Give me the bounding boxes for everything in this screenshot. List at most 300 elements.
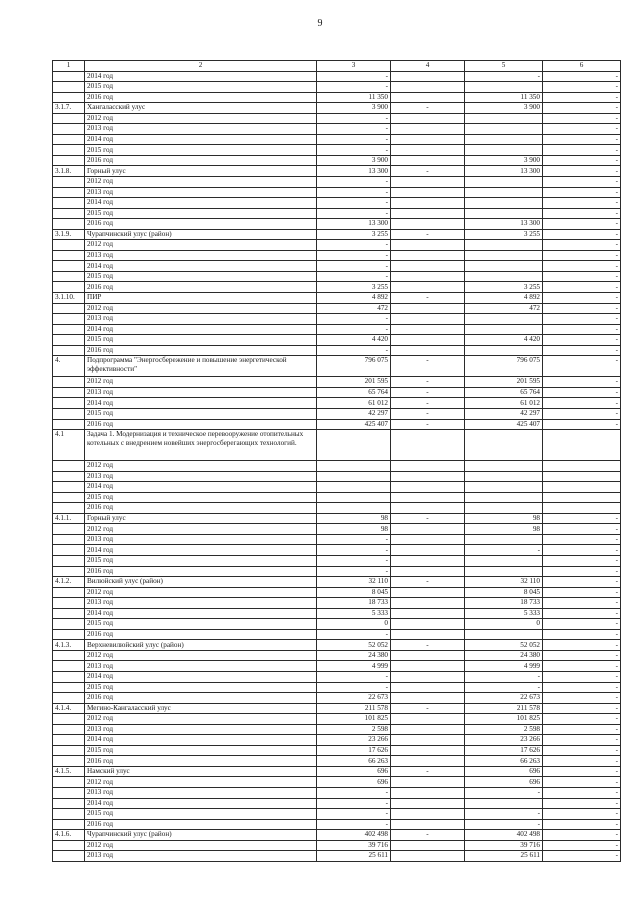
- row-year-cell: 2012 год: [85, 461, 317, 472]
- row-col5-cell: -: [465, 788, 543, 799]
- row-col3-cell: -: [317, 250, 391, 261]
- row-code-cell: [53, 377, 85, 388]
- row-col4-cell: [391, 524, 465, 535]
- table-row: [53, 629, 621, 640]
- row-col3-cell: [317, 471, 391, 482]
- row-col5-cell: [465, 314, 543, 325]
- table-row: [53, 640, 621, 651]
- row-col6-cell: -: [543, 587, 621, 598]
- row-col3-cell: 425 407: [317, 419, 391, 430]
- row-col3-cell: [317, 503, 391, 514]
- row-col6-cell: -: [543, 830, 621, 841]
- row-col5-cell: 39 716: [465, 840, 543, 851]
- table-header-row: [53, 61, 621, 72]
- row-code-cell: [53, 650, 85, 661]
- row-col4-cell: [391, 650, 465, 661]
- row-col4-cell: -: [391, 577, 465, 588]
- row-code-cell: [53, 198, 85, 209]
- row-col4-cell: -: [391, 103, 465, 114]
- table-row: [53, 229, 621, 240]
- table-row: [53, 703, 621, 714]
- row-col4-cell: [391, 745, 465, 756]
- row-name-cell: Верхневилюйский улус (район): [85, 640, 317, 651]
- row-code-cell: [53, 788, 85, 799]
- row-col3-cell: 2 598: [317, 724, 391, 735]
- row-col5-cell: 4 420: [465, 335, 543, 346]
- row-code-cell: [53, 208, 85, 219]
- row-col5-cell: [465, 271, 543, 282]
- row-col5-cell: [465, 134, 543, 145]
- table-row: [53, 177, 621, 188]
- row-col5-cell: [465, 208, 543, 219]
- row-col4-cell: -: [391, 166, 465, 177]
- row-col3-cell: 211 578: [317, 703, 391, 714]
- table-row: [53, 324, 621, 335]
- row-year-cell: 2016 год: [85, 503, 317, 514]
- row-col3-cell: -: [317, 345, 391, 356]
- page-number: 9: [317, 18, 323, 29]
- table-row: [53, 155, 621, 166]
- row-col6-cell: -: [543, 377, 621, 388]
- row-col6-cell: -: [543, 103, 621, 114]
- row-col6-cell: -: [543, 219, 621, 230]
- table-row: [53, 471, 621, 482]
- row-code-cell: [53, 219, 85, 230]
- row-year-cell: 2016 год: [85, 419, 317, 430]
- row-col4-cell: -: [391, 387, 465, 398]
- row-col6-cell: -: [543, 250, 621, 261]
- row-name-cell: Горный улус: [85, 166, 317, 177]
- budget-table: [52, 60, 621, 862]
- row-code-cell: [53, 177, 85, 188]
- row-year-cell: 2014 год: [85, 482, 317, 493]
- row-col3-cell: -: [317, 545, 391, 556]
- table-row: [53, 819, 621, 830]
- row-col4-cell: [391, 187, 465, 198]
- row-col3-cell: -: [317, 113, 391, 124]
- row-col6-cell: -: [543, 145, 621, 156]
- row-col4-cell: [391, 693, 465, 704]
- table-row: [53, 187, 621, 198]
- row-col6-cell: [543, 461, 621, 472]
- row-year-cell: 2013 год: [85, 724, 317, 735]
- row-code-cell: [53, 398, 85, 409]
- row-col3-cell: 39 716: [317, 840, 391, 851]
- row-col3-cell: 23 266: [317, 735, 391, 746]
- row-code-cell: 3.1.8.: [53, 166, 85, 177]
- row-year-cell: 2012 год: [85, 650, 317, 661]
- row-col6-cell: -: [543, 745, 621, 756]
- row-col6-cell: -: [543, 819, 621, 830]
- row-code-cell: [53, 82, 85, 93]
- table-row: [53, 71, 621, 82]
- row-col6-cell: -: [543, 777, 621, 788]
- row-col6-cell: -: [543, 703, 621, 714]
- row-year-cell: 2014 год: [85, 71, 317, 82]
- row-col3-cell: 696: [317, 777, 391, 788]
- row-col4-cell: [391, 198, 465, 209]
- row-col5-cell: -: [465, 671, 543, 682]
- row-col3-cell: [317, 430, 391, 461]
- row-col4-cell: [391, 282, 465, 293]
- row-col5-cell: [465, 261, 543, 272]
- table-row: [53, 82, 621, 93]
- row-col4-cell: [391, 492, 465, 503]
- row-col3-cell: -: [317, 534, 391, 545]
- row-col6-cell: -: [543, 261, 621, 272]
- row-col4-cell: [391, 598, 465, 609]
- row-col3-cell: -: [317, 82, 391, 93]
- row-col5-cell: 425 407: [465, 419, 543, 430]
- row-col3-cell: 22 673: [317, 693, 391, 704]
- row-col3-cell: -: [317, 629, 391, 640]
- row-code-cell: [53, 745, 85, 756]
- row-year-cell: 2012 год: [85, 777, 317, 788]
- table-row: [53, 682, 621, 693]
- row-col5-cell: -: [465, 819, 543, 830]
- row-col5-cell: [465, 145, 543, 156]
- row-col6-cell: -: [543, 113, 621, 124]
- row-col4-cell: [391, 619, 465, 630]
- row-col3-cell: -: [317, 134, 391, 145]
- row-col5-cell: 4 999: [465, 661, 543, 672]
- row-col3-cell: -: [317, 788, 391, 799]
- table-row: [53, 798, 621, 809]
- row-col4-cell: [391, 503, 465, 514]
- row-col5-cell: 32 110: [465, 577, 543, 588]
- table-row: [53, 482, 621, 493]
- row-year-cell: 2013 год: [85, 661, 317, 672]
- row-col4-cell: [391, 335, 465, 346]
- row-col4-cell: [391, 303, 465, 314]
- row-col6-cell: -: [543, 756, 621, 767]
- row-code-cell: [53, 482, 85, 493]
- row-col3-cell: -: [317, 555, 391, 566]
- row-year-cell: 2013 год: [85, 534, 317, 545]
- row-code-cell: [53, 777, 85, 788]
- table-row: [53, 134, 621, 145]
- row-col3-cell: 4 892: [317, 293, 391, 304]
- row-col4-cell: [391, 271, 465, 282]
- row-code-cell: 4.1.4.: [53, 703, 85, 714]
- row-code-cell: [53, 756, 85, 767]
- row-col3-cell: 402 498: [317, 830, 391, 841]
- row-year-cell: 2016 год: [85, 566, 317, 577]
- row-year-cell: 2014 год: [85, 608, 317, 619]
- row-code-cell: [53, 534, 85, 545]
- row-col6-cell: -: [543, 187, 621, 198]
- row-col4-cell: -: [391, 293, 465, 304]
- table-row: [53, 198, 621, 209]
- row-col3-cell: 42 297: [317, 408, 391, 419]
- row-year-cell: 2016 год: [85, 756, 317, 767]
- row-code-cell: [53, 555, 85, 566]
- row-year-cell: 2015 год: [85, 335, 317, 346]
- row-code-cell: 4.1.1.: [53, 513, 85, 524]
- row-year-cell: 2013 год: [85, 250, 317, 261]
- row-year-cell: 2014 год: [85, 261, 317, 272]
- row-col6-cell: -: [543, 71, 621, 82]
- row-name-cell: Хангаласский улус: [85, 103, 317, 114]
- row-code-cell: [53, 240, 85, 251]
- table-row: [53, 788, 621, 799]
- row-code-cell: [53, 587, 85, 598]
- row-col6-cell: -: [543, 661, 621, 672]
- row-col5-cell: [465, 124, 543, 135]
- row-year-cell: 2012 год: [85, 377, 317, 388]
- row-col4-cell: [391, 566, 465, 577]
- row-col5-cell: 98: [465, 513, 543, 524]
- row-col3-cell: -: [317, 198, 391, 209]
- row-col3-cell: -: [317, 145, 391, 156]
- table-row: [53, 261, 621, 272]
- row-col3-cell: -: [317, 671, 391, 682]
- row-col4-cell: [391, 430, 465, 461]
- table-row: [53, 513, 621, 524]
- row-year-cell: 2015 год: [85, 492, 317, 503]
- row-col4-cell: -: [391, 703, 465, 714]
- row-col4-cell: [391, 134, 465, 145]
- table-row: [53, 851, 621, 862]
- row-year-cell: 2012 год: [85, 177, 317, 188]
- row-col6-cell: -: [543, 387, 621, 398]
- row-col3-cell: 13 300: [317, 219, 391, 230]
- row-col6-cell: -: [543, 155, 621, 166]
- row-col3-cell: 13 300: [317, 166, 391, 177]
- row-col6-cell: -: [543, 229, 621, 240]
- table-row: [53, 240, 621, 251]
- row-col4-cell: -: [391, 377, 465, 388]
- row-col4-cell: [391, 261, 465, 272]
- table-row: [53, 345, 621, 356]
- row-col3-cell: -: [317, 809, 391, 820]
- row-col6-cell: -: [543, 345, 621, 356]
- row-col5-cell: 796 075: [465, 356, 543, 377]
- row-name-cell: Горный улус: [85, 513, 317, 524]
- row-code-cell: [53, 693, 85, 704]
- row-col4-cell: [391, 819, 465, 830]
- row-col4-cell: [391, 798, 465, 809]
- table-row: [53, 419, 621, 430]
- row-code-cell: [53, 124, 85, 135]
- row-col5-cell: 18 733: [465, 598, 543, 609]
- row-col4-cell: [391, 724, 465, 735]
- row-code-cell: [53, 851, 85, 862]
- row-col5-cell: 3 255: [465, 229, 543, 240]
- row-col3-cell: 66 263: [317, 756, 391, 767]
- row-col5-cell: [465, 240, 543, 251]
- table-row: [53, 724, 621, 735]
- row-col5-cell: [465, 250, 543, 261]
- row-code-cell: [53, 282, 85, 293]
- row-col3-cell: 472: [317, 303, 391, 314]
- table-row: [53, 208, 621, 219]
- table-row: [53, 103, 621, 114]
- row-col6-cell: -: [543, 598, 621, 609]
- row-year-cell: 2015 год: [85, 145, 317, 156]
- row-code-cell: 4.1.6.: [53, 830, 85, 841]
- row-code-cell: [53, 503, 85, 514]
- row-col6-cell: -: [543, 577, 621, 588]
- row-year-cell: 2012 год: [85, 524, 317, 535]
- row-code-cell: [53, 714, 85, 725]
- row-col4-cell: [391, 851, 465, 862]
- row-col3-cell: 3 900: [317, 155, 391, 166]
- row-col5-cell: 13 300: [465, 166, 543, 177]
- table-row: [53, 555, 621, 566]
- row-col4-cell: -: [391, 640, 465, 651]
- row-col4-cell: [391, 661, 465, 672]
- table-row: [53, 113, 621, 124]
- table-row: [53, 250, 621, 261]
- row-col5-cell: 22 673: [465, 693, 543, 704]
- row-code-cell: [53, 566, 85, 577]
- row-col5-cell: 3 900: [465, 103, 543, 114]
- row-col6-cell: -: [543, 640, 621, 651]
- row-col6-cell: -: [543, 798, 621, 809]
- row-col5-cell: 211 578: [465, 703, 543, 714]
- row-col5-cell: [465, 534, 543, 545]
- column-header: 5: [465, 61, 543, 72]
- row-col6-cell: -: [543, 198, 621, 209]
- row-col6-cell: -: [543, 124, 621, 135]
- row-col6-cell: -: [543, 408, 621, 419]
- row-col6-cell: -: [543, 419, 621, 430]
- row-col4-cell: -: [391, 356, 465, 377]
- row-col6-cell: -: [543, 240, 621, 251]
- row-year-cell: 2015 год: [85, 82, 317, 93]
- table-row: [53, 830, 621, 841]
- table-row: [53, 219, 621, 230]
- row-year-cell: 2013 год: [85, 598, 317, 609]
- table-row: [53, 566, 621, 577]
- table-body: [53, 71, 621, 861]
- row-col4-cell: [391, 608, 465, 619]
- row-col3-cell: -: [317, 177, 391, 188]
- row-col6-cell: -: [543, 398, 621, 409]
- row-col3-cell: 4 999: [317, 661, 391, 672]
- row-code-cell: [53, 524, 85, 535]
- row-code-cell: 4.1: [53, 430, 85, 461]
- row-col6-cell: -: [543, 166, 621, 177]
- row-code-cell: [53, 798, 85, 809]
- row-col4-cell: [391, 788, 465, 799]
- row-col6-cell: -: [543, 82, 621, 93]
- row-col4-cell: -: [391, 229, 465, 240]
- row-name-cell: Чурапчинский улус (район): [85, 229, 317, 240]
- row-col3-cell: -: [317, 314, 391, 325]
- row-col6-cell: -: [543, 724, 621, 735]
- row-col4-cell: -: [391, 830, 465, 841]
- row-col4-cell: [391, 155, 465, 166]
- row-name-cell: Намский улус: [85, 766, 317, 777]
- row-col6-cell: -: [543, 335, 621, 346]
- row-col6-cell: -: [543, 619, 621, 630]
- row-col6-cell: -: [543, 524, 621, 535]
- row-code-cell: [53, 419, 85, 430]
- row-col3-cell: 796 075: [317, 356, 391, 377]
- table-row: [53, 356, 621, 377]
- row-code-cell: 4.: [53, 356, 85, 377]
- table-row: [53, 166, 621, 177]
- row-col3-cell: -: [317, 261, 391, 272]
- row-col4-cell: [391, 240, 465, 251]
- table-row: [53, 661, 621, 672]
- row-col5-cell: 17 626: [465, 745, 543, 756]
- row-code-cell: [53, 261, 85, 272]
- row-code-cell: [53, 471, 85, 482]
- row-col5-cell: 402 498: [465, 830, 543, 841]
- table-row: [53, 650, 621, 661]
- row-col5-cell: [465, 629, 543, 640]
- row-col3-cell: 4 420: [317, 335, 391, 346]
- row-col3-cell: 0: [317, 619, 391, 630]
- row-code-cell: [53, 387, 85, 398]
- row-year-cell: 2015 год: [85, 271, 317, 282]
- table-row: [53, 398, 621, 409]
- row-col3-cell: 17 626: [317, 745, 391, 756]
- row-col3-cell: 61 012: [317, 398, 391, 409]
- row-col3-cell: -: [317, 798, 391, 809]
- row-col5-cell: 66 263: [465, 756, 543, 767]
- row-col3-cell: -: [317, 271, 391, 282]
- row-code-cell: 4.1.2.: [53, 577, 85, 588]
- row-col3-cell: 52 052: [317, 640, 391, 651]
- row-col3-cell: -: [317, 682, 391, 693]
- row-col5-cell: [465, 555, 543, 566]
- table-row: [53, 377, 621, 388]
- row-col4-cell: -: [391, 419, 465, 430]
- row-col5-cell: [465, 482, 543, 493]
- row-col6-cell: -: [543, 314, 621, 325]
- row-col6-cell: -: [543, 566, 621, 577]
- row-col5-cell: [465, 198, 543, 209]
- row-col3-cell: -: [317, 324, 391, 335]
- row-code-cell: [53, 303, 85, 314]
- row-col4-cell: [391, 809, 465, 820]
- row-col3-cell: -: [317, 208, 391, 219]
- row-col5-cell: 23 266: [465, 735, 543, 746]
- row-col3-cell: 65 764: [317, 387, 391, 398]
- row-col3-cell: 3 900: [317, 103, 391, 114]
- row-col3-cell: [317, 482, 391, 493]
- row-code-cell: [53, 155, 85, 166]
- row-col4-cell: [391, 482, 465, 493]
- row-name-cell: Вилюйский улус (район): [85, 577, 317, 588]
- row-col6-cell: -: [543, 177, 621, 188]
- row-year-cell: 2014 год: [85, 735, 317, 746]
- row-col5-cell: 42 297: [465, 408, 543, 419]
- row-year-cell: 2016 год: [85, 345, 317, 356]
- row-col3-cell: 11 350: [317, 92, 391, 103]
- row-col4-cell: -: [391, 408, 465, 419]
- row-code-cell: [53, 134, 85, 145]
- row-col5-cell: [465, 113, 543, 124]
- row-col4-cell: [391, 714, 465, 725]
- row-code-cell: [53, 492, 85, 503]
- row-year-cell: 2015 год: [85, 408, 317, 419]
- table-row: [53, 387, 621, 398]
- row-col4-cell: [391, 840, 465, 851]
- row-year-cell: 2012 год: [85, 113, 317, 124]
- row-code-cell: [53, 819, 85, 830]
- row-col5-cell: [465, 430, 543, 461]
- row-year-cell: 2016 год: [85, 629, 317, 640]
- table-row: [53, 145, 621, 156]
- row-col6-cell: -: [543, 693, 621, 704]
- row-year-cell: 2014 год: [85, 198, 317, 209]
- row-code-cell: [53, 809, 85, 820]
